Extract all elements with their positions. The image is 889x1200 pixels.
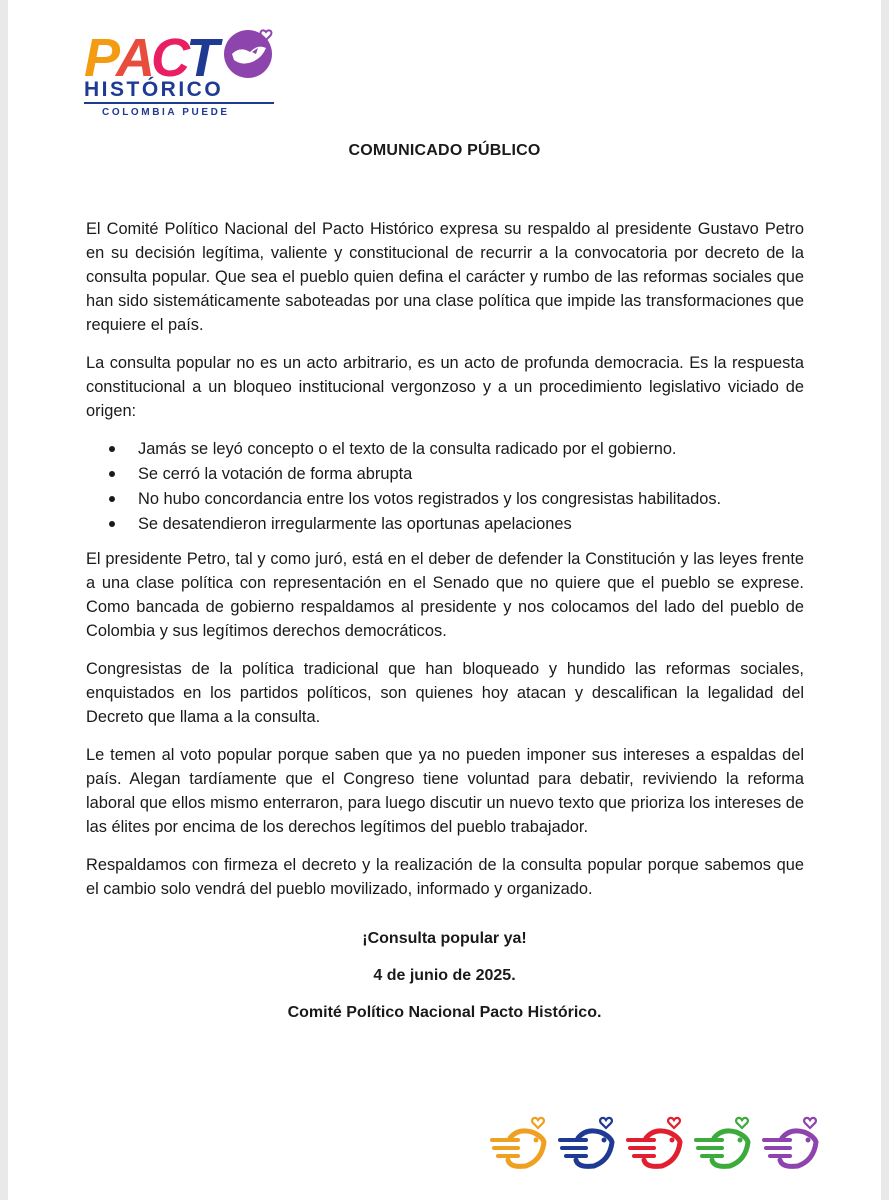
dove-heart-icon	[760, 1110, 824, 1172]
footer-doves	[488, 1110, 833, 1175]
logo-letter: P	[84, 28, 117, 88]
dove-heart-icon	[488, 1110, 552, 1172]
dove-heart-icon	[692, 1110, 756, 1172]
pacto-historico-logo	[84, 22, 284, 122]
document-title: COMUNICADO PÚBLICO	[348, 142, 541, 159]
document-page	[8, 0, 881, 1200]
list-item: Jamás se leyó concepto o el texto de la consulta radicado por el gobierno.	[138, 437, 804, 461]
dove-heart-icon	[556, 1110, 620, 1172]
closing-date: 4 de junio de 2025.	[373, 967, 516, 984]
logo-divider	[84, 102, 274, 104]
paragraph: Congresistas de la política tradicional que han bloqueado y hundido las reformas sociales, enquistados en los partidos políticos, son quienes hoy atacan y descalifican la legalidad del Decreto que llama a la consulta.	[86, 660, 804, 726]
paragraph: Respaldamos con firmeza el decreto y la realización de la consulta popular porque sabemos que el cambio solo vendrá del pueblo movilizado, informado y organizado.	[86, 856, 804, 898]
list-item: Se cerró la votación de forma abrupta	[138, 462, 804, 486]
paragraph: El presidente Petro, tal y como juró, está en el deber de defender la Constitución y las leyes frente a una clase política con representación en el Senado que no quiere que el pueblo se exprese. Como bancada de gobierno respaldamos al presidente y nos colocamos del lado del pueblo de Colombia y sus legítimos derechos democráticos.	[86, 550, 804, 640]
logo-dove-icon	[222, 24, 280, 80]
dove-heart-icon	[624, 1110, 688, 1172]
closing-slogan: ¡Consulta popular ya!	[362, 930, 527, 947]
paragraph: Le temen al voto popular porque saben que ya no pueden imponer sus intereses a espaldas del país. Alegan tardíamente que el Congreso tiene voluntad para debatir, reviviendo la reforma laboral que ellos mismo enterraron, para luego discutir un nuevo texto que prioriza los intereses de las élites por encima de los derechos legítimos del pueblo trabajador.	[86, 746, 804, 836]
logo-wordmark	[84, 22, 216, 88]
logo-subtitle: HISTÓRICO	[84, 78, 224, 101]
document-body	[86, 217, 804, 915]
closing-block	[8, 928, 881, 1039]
bullet-list	[86, 437, 804, 536]
logo-letter: T	[186, 28, 216, 88]
logo-letter: A	[116, 28, 152, 88]
list-item: Se desatendieron irregularmente las oportunas apelaciones	[138, 512, 804, 536]
paragraph: El Comité Político Nacional del Pacto Histórico expresa su respaldo al presidente Gustavo Petro en su decisión legítima, valiente y constitucional de recurrir a la convocatoria por decreto de la consulta popular. Que sea el pueblo quien defina el carácter y rumbo de las reformas sociales que han sido sistemáticamente saboteadas por una clase política que impide las transformaciones que requiere el país.	[86, 220, 804, 334]
logo-letter: C	[151, 28, 187, 88]
paragraph: La consulta popular no es un acto arbitrario, es un acto de profunda democracia. Es la respuesta constitucional a un bloqueo institucional vergonzoso y a un procedimiento legislativo viciado de origen:	[86, 354, 804, 420]
list-item: No hubo concordancia entre los votos registrados y los congresistas habilitados.	[138, 487, 804, 511]
logo-tagline: COLOMBIA PUEDE	[102, 107, 230, 118]
closing-signature: Comité Político Nacional Pacto Histórico.	[287, 1004, 602, 1021]
